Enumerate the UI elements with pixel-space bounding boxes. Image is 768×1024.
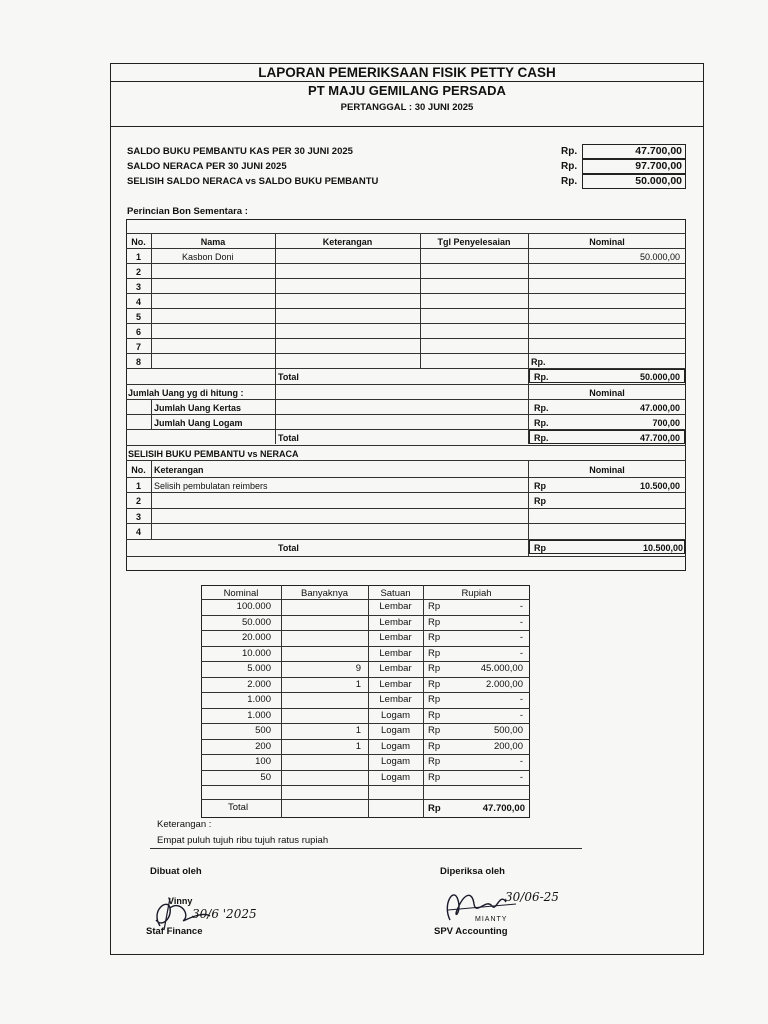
uang-logam-amount: 700,00: [652, 418, 680, 428]
summary-amount-2: 97.700,00: [582, 159, 686, 174]
bon-total-currency: Rp.: [534, 372, 549, 382]
rule: [201, 677, 530, 678]
uang-kertas-amount: 47.000,00: [639, 403, 680, 413]
rule: [126, 556, 686, 557]
rule: [151, 233, 152, 369]
col-header-keterangan: Keterangan: [322, 237, 373, 247]
denom-row-amount: -: [519, 632, 523, 643]
denom-row-qty: 1: [355, 678, 361, 690]
rule: [201, 661, 530, 662]
denom-row-satuan: Lembar: [379, 647, 412, 659]
denom-row-nominal: 100: [255, 756, 271, 767]
checked-by-name: MIANTY: [475, 916, 508, 923]
denom-total-currency: Rp: [428, 803, 441, 814]
bon-row-no: 4: [135, 297, 141, 307]
denom-row-nominal: 50: [260, 771, 271, 783]
summary-currency-1: Rp.: [561, 146, 578, 157]
denom-row-satuan: Logam: [380, 725, 411, 736]
rule: [126, 278, 686, 279]
rule: [201, 799, 530, 800]
denom-col-nominal: Nominal: [223, 588, 259, 599]
company-name: PT MAJU GEMILANG PERSADA: [308, 83, 506, 98]
denom-row-amount: 500,00: [493, 725, 523, 736]
uang-total-label: Total: [278, 433, 299, 443]
uang-kertas-currency: Rp.: [534, 403, 549, 413]
denom-row-rp: Rp: [428, 756, 441, 767]
selisih-total-amount: 10.500,00: [642, 543, 683, 553]
rule: [126, 445, 686, 446]
denom-row-amount: 200,00: [493, 740, 523, 752]
selisih-row-no: 4: [135, 527, 141, 537]
denom-row-nominal: 2.000: [247, 678, 271, 690]
rule: [126, 248, 686, 249]
denom-row-satuan: Lembar: [379, 616, 412, 628]
denom-row-satuan: Lembar: [379, 663, 412, 674]
rule: [201, 692, 530, 693]
selisih-total-label: Total: [278, 543, 299, 553]
denom-row-amount: -: [519, 694, 523, 705]
summary-currency-3: Rp.: [561, 176, 578, 187]
keterangan-label: Keterangan :: [157, 819, 212, 830]
denom-row-amount: -: [519, 647, 523, 659]
rule: [126, 353, 686, 354]
denom-col-satuan: Satuan: [380, 588, 411, 599]
denom-row-amount: -: [519, 601, 523, 612]
rule: [201, 770, 530, 771]
denom-col-banyaknya: Banyaknya: [300, 588, 348, 599]
rule: [201, 708, 530, 709]
bon-total-label: Total: [278, 372, 299, 382]
denom-row-nominal: 100.000: [236, 601, 271, 612]
rule: [126, 308, 686, 309]
rule: [201, 754, 530, 755]
report-title: LAPORAN PEMERIKSAAN FISIK PETTY CASH: [110, 64, 704, 82]
denom-row-qty: 1: [355, 740, 361, 752]
bon-section-title: Perincian Bon Sementara :: [127, 206, 248, 217]
selisih-total-currency: Rp: [534, 543, 546, 553]
uang-nominal-header: Nominal: [589, 388, 625, 398]
denom-row-nominal: 200: [255, 740, 271, 752]
selisih-col-keterangan: Keterangan: [154, 465, 204, 475]
summary-amount-3: 50.000,00: [582, 174, 686, 189]
denom-row-amount: -: [519, 771, 523, 783]
uang-total-amount: 47.700,00: [639, 433, 680, 443]
denom-row-rp: Rp: [428, 663, 441, 674]
uang-logam-currency: Rp.: [534, 418, 549, 428]
denom-row-amount: -: [519, 756, 523, 767]
rule: [423, 585, 424, 818]
bon-row-no: 3: [135, 282, 141, 292]
denom-row-satuan: Lembar: [379, 632, 412, 643]
checked-by-label: Diperiksa oleh: [440, 866, 505, 877]
rule: [126, 384, 686, 385]
denom-row-rp: Rp: [428, 740, 441, 752]
denom-row-amount: -: [519, 616, 523, 628]
bon-row-no: 7: [135, 342, 141, 352]
selisih-row-no: 3: [135, 512, 141, 522]
made-by-date: 30/6 '2025: [192, 907, 257, 921]
denom-row-rp: Rp: [428, 694, 441, 705]
denom-row-rp: Rp: [428, 647, 441, 659]
denom-row-amount: 45.000,00: [480, 663, 523, 674]
rule: [151, 460, 152, 539]
rule: [201, 630, 530, 631]
rule: [126, 477, 686, 478]
made-by-name: Vinny: [168, 896, 193, 906]
summary-label-2: SALDO NERACA PER 30 JUNI 2025: [127, 161, 287, 172]
rule: [126, 293, 686, 294]
report-header: [110, 63, 704, 127]
col-header-no: No.: [131, 237, 146, 247]
denom-total-amount: 47.700,00: [482, 803, 525, 814]
rule: [201, 646, 530, 647]
selisih-col-nominal: Nominal: [589, 465, 625, 475]
bon-total-amount: 50.000,00: [639, 372, 680, 382]
rule: [126, 338, 686, 339]
denom-row-nominal: 5.000: [247, 663, 271, 674]
rule: [151, 399, 152, 429]
denom-row-rp: Rp: [428, 616, 441, 628]
rule: [201, 615, 530, 616]
rule: [126, 414, 686, 415]
denom-row-satuan: Lembar: [379, 678, 412, 690]
col-header-nama: Nama: [200, 237, 226, 247]
selisih-row-no: 2: [135, 496, 141, 506]
rule: [126, 508, 686, 509]
denom-row-qty: 9: [355, 663, 361, 674]
denom-row-nominal: 20.000: [241, 632, 271, 643]
selisih-row-currency: Rp: [534, 481, 546, 491]
selisih-row-keterangan: Selisih pembulatan reimbers: [154, 481, 268, 491]
selisih-row-no: 1: [135, 481, 141, 491]
rule: [275, 233, 276, 444]
made-by-label: Dibuat oleh: [150, 866, 202, 877]
denom-row-nominal: 500: [255, 725, 271, 736]
denom-row-rp: Rp: [428, 725, 441, 736]
bon-row-nominal: 50.000,00: [639, 252, 680, 262]
rule: [420, 233, 421, 369]
checked-by-role: SPV Accounting: [434, 926, 508, 937]
selisih-row-amount: 10.500,00: [639, 481, 680, 491]
rule: [126, 492, 686, 493]
report-date: PERTANGGAL : 30 JUNI 2025: [340, 102, 474, 113]
rule: [126, 323, 686, 324]
rule: [201, 723, 530, 724]
summary-currency-2: Rp.: [561, 161, 578, 172]
rule: [126, 233, 686, 234]
denom-row-rp: Rp: [428, 709, 441, 721]
rule: [126, 399, 686, 400]
rule: [528, 233, 529, 444]
keterangan-underline: [150, 848, 582, 849]
denom-row-rp: Rp: [428, 601, 441, 612]
bon-row-nama: Kasbon Doni: [182, 252, 234, 262]
denom-row-nominal: 1.000: [247, 694, 271, 705]
denom-row-satuan: Logam: [380, 740, 411, 752]
col-header-tgl: Tgl Penyelesaian: [437, 237, 511, 247]
denom-total-label: Total: [228, 802, 249, 813]
uang-total-currency: Rp.: [534, 433, 549, 443]
denom-row-rp: Rp: [428, 632, 441, 643]
rule: [126, 460, 686, 461]
denom-row-nominal: 1.000: [247, 709, 271, 721]
bon-row-no: 1: [135, 252, 141, 262]
denom-row-satuan: Lembar: [379, 601, 412, 612]
keterangan-text: Empat puluh tujuh ribu tujuh ratus rupiah: [157, 835, 329, 846]
denom-row-nominal: 50.000: [241, 616, 271, 628]
rule: [281, 585, 282, 818]
summary-label-1: SALDO BUKU PEMBANTU KAS PER 30 JUNI 2025: [127, 146, 353, 157]
denom-row-satuan: Logam: [380, 709, 411, 721]
bon-row-no: 6: [135, 327, 141, 337]
summary-label-3: SELISIH SALDO NERACA vs SALDO BUKU PEMBANTU: [127, 176, 379, 187]
rule: [126, 263, 686, 264]
rule: [126, 523, 686, 524]
rule: [201, 599, 530, 600]
checked-by-date: 30/06-25: [505, 890, 559, 904]
denom-row-satuan: Logam: [380, 756, 411, 767]
selisih-section-title: SELISIH BUKU PEMBANTU vs NERACA: [128, 449, 299, 459]
bon-row-no: 2: [135, 267, 141, 277]
selisih-row-currency: Rp: [534, 496, 546, 506]
uang-kertas-label: Jumlah Uang Kertas: [154, 403, 242, 413]
bon-row-no: 5: [135, 312, 141, 322]
made-by-role: Staf Finance: [146, 926, 203, 937]
denom-row-satuan: Logam: [380, 771, 411, 783]
denom-row-amount: -: [519, 709, 523, 721]
denom-row-nominal: 10.000: [241, 647, 271, 659]
denom-row-satuan: Lembar: [379, 694, 412, 705]
denom-row-rp: Rp: [428, 771, 441, 783]
rule: [201, 785, 530, 786]
denom-row-rp: Rp: [428, 678, 441, 690]
uang-logam-label: Jumlah Uang Logam: [154, 418, 243, 428]
denom-row-amount: 2.000,00: [486, 678, 523, 690]
uang-section-title: Jumlah Uang yg di hitung :: [128, 388, 244, 398]
summary-amount-1: 47.700,00: [582, 144, 686, 159]
bon-row-no: 8: [135, 357, 141, 367]
bon-row-nominal: Rp.: [531, 357, 546, 367]
rule: [201, 739, 530, 740]
selisih-col-no: No.: [131, 465, 146, 475]
denom-col-rupiah: Rupiah: [461, 588, 492, 599]
denom-row-qty: 1: [355, 725, 361, 736]
col-header-nominal: Nominal: [589, 237, 625, 247]
